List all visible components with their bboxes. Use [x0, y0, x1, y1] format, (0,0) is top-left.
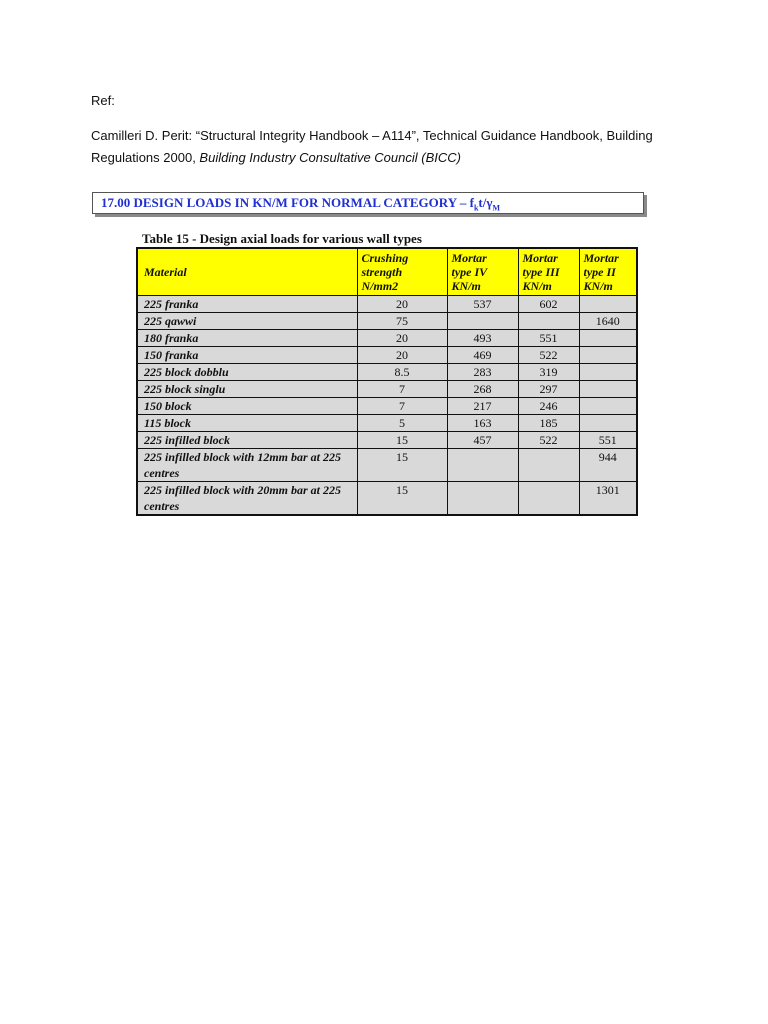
table-row: [137, 330, 637, 347]
crushing-strength-cell: 8.5: [357, 364, 447, 381]
mortar-iii-cell: [518, 482, 579, 516]
mortar-ii-cell: [579, 330, 637, 347]
mortar-iii-cell: 297: [518, 381, 579, 398]
table-row: [137, 381, 637, 398]
mortar-iv-cell: 493: [447, 330, 518, 347]
section-heading-text-2: t/γ: [478, 195, 493, 210]
table-row: [137, 364, 637, 381]
mortar-iv-cell: [447, 449, 518, 482]
header-line: KN/m: [583, 279, 613, 293]
crushing-strength-cell: 7: [357, 398, 447, 415]
table-caption: Table 15 - Design axial loads for various wall types: [142, 231, 422, 246]
mortar-iv-cell: 283: [447, 364, 518, 381]
header-line: N/mm2: [361, 279, 399, 293]
table-row: [137, 313, 637, 330]
crushing-strength-cell: 15: [357, 432, 447, 449]
mortar-iii-cell: [518, 449, 579, 482]
table-row: [137, 449, 637, 482]
mortar-iii-cell: 522: [518, 432, 579, 449]
mortar-ii-cell: [579, 347, 637, 364]
header-crushing-strength: [357, 248, 447, 296]
mortar-iii-cell: 319: [518, 364, 579, 381]
crushing-strength-cell: 20: [357, 296, 447, 313]
material-cell: 225 qawwi: [137, 313, 357, 330]
mortar-ii-cell: 1640: [579, 313, 637, 330]
mortar-iv-cell: [447, 313, 518, 330]
header-line: Mortar: [583, 251, 619, 265]
mortar-iii-cell: 551: [518, 330, 579, 347]
mortar-iv-cell: [447, 482, 518, 516]
mortar-iii-cell: 246: [518, 398, 579, 415]
material-cell: 225 block dobblu: [137, 364, 357, 381]
mortar-ii-cell: [579, 398, 637, 415]
header-material: [137, 248, 357, 296]
mortar-ii-cell: [579, 364, 637, 381]
table-header-row: [137, 248, 637, 296]
crushing-strength-cell: 75: [357, 313, 447, 330]
header-material-line: Material: [144, 265, 187, 279]
crushing-strength-cell: 15: [357, 449, 447, 482]
mortar-iv-cell: 163: [447, 415, 518, 432]
material-cell: 225 franka: [137, 296, 357, 313]
mortar-ii-cell: 944: [579, 449, 637, 482]
mortar-iii-cell: 185: [518, 415, 579, 432]
crushing-strength-cell: 20: [357, 330, 447, 347]
mortar-iv-cell: 217: [447, 398, 518, 415]
crushing-strength-cell: 15: [357, 482, 447, 516]
material-cell: 180 franka: [137, 330, 357, 347]
citation-text: Camilleri D. Perit: “Structural Integrity Handbook – A114”, Technical Guidance Handbook, Building Regulations 2000,: [91, 128, 653, 165]
material-cell: 150 franka: [137, 347, 357, 364]
citation: [91, 125, 691, 169]
mortar-iv-cell: 457: [447, 432, 518, 449]
material-cell: 225 infilled block with 20mm bar at 225 centres: [137, 482, 357, 516]
header-line: Crushing: [361, 251, 409, 265]
header-line: type IV: [451, 265, 488, 279]
mortar-ii-cell: 551: [579, 432, 637, 449]
mortar-iv-cell: 469: [447, 347, 518, 364]
crushing-strength-cell: 20: [357, 347, 447, 364]
mortar-ii-cell: [579, 296, 637, 313]
header-line: Mortar: [451, 251, 487, 265]
header-mortar-type-iv: [447, 248, 518, 296]
table-row: [137, 296, 637, 313]
citation-publisher: Building Industry Consultative Council (BICC): [199, 150, 461, 165]
material-cell: 225 infilled block with 12mm bar at 225 centres: [137, 449, 357, 482]
section-heading-sub-m: M: [492, 203, 500, 213]
section-heading-sub-k: k: [473, 203, 479, 213]
crushing-strength-cell: 5: [357, 415, 447, 432]
table-row: [137, 347, 637, 364]
material-cell: 225 block singlu: [137, 381, 357, 398]
header-line: KN/m: [522, 279, 552, 293]
mortar-iii-cell: [518, 313, 579, 330]
mortar-iv-cell: 537: [447, 296, 518, 313]
mortar-ii-cell: [579, 415, 637, 432]
header-mortar-type-iii: [518, 248, 579, 296]
mortar-ii-cell: 1301: [579, 482, 637, 516]
mortar-iii-cell: 602: [518, 296, 579, 313]
mortar-iii-cell: 522: [518, 347, 579, 364]
table-row: [137, 482, 637, 516]
header-line: type III: [522, 265, 560, 279]
section-heading: [92, 192, 644, 214]
mortar-iv-cell: 268: [447, 381, 518, 398]
header-mortar-type-ii: [579, 248, 637, 296]
table-row: [137, 432, 637, 449]
material-cell: 115 block: [137, 415, 357, 432]
ref-label: Ref:: [91, 93, 115, 108]
crushing-strength-cell: 7: [357, 381, 447, 398]
material-cell: 150 block: [137, 398, 357, 415]
header-line: strength: [361, 265, 403, 279]
mortar-ii-cell: [579, 381, 637, 398]
table-row: [137, 398, 637, 415]
design-loads-table: [136, 247, 638, 516]
header-line: KN/m: [451, 279, 481, 293]
header-line: type II: [583, 265, 616, 279]
section-heading-text: 17.00 DESIGN LOADS IN KN/M FOR NORMAL CATEGORY – f: [101, 195, 474, 210]
table-row: [137, 415, 637, 432]
material-cell: 225 infilled block: [137, 432, 357, 449]
header-line: Mortar: [522, 251, 558, 265]
